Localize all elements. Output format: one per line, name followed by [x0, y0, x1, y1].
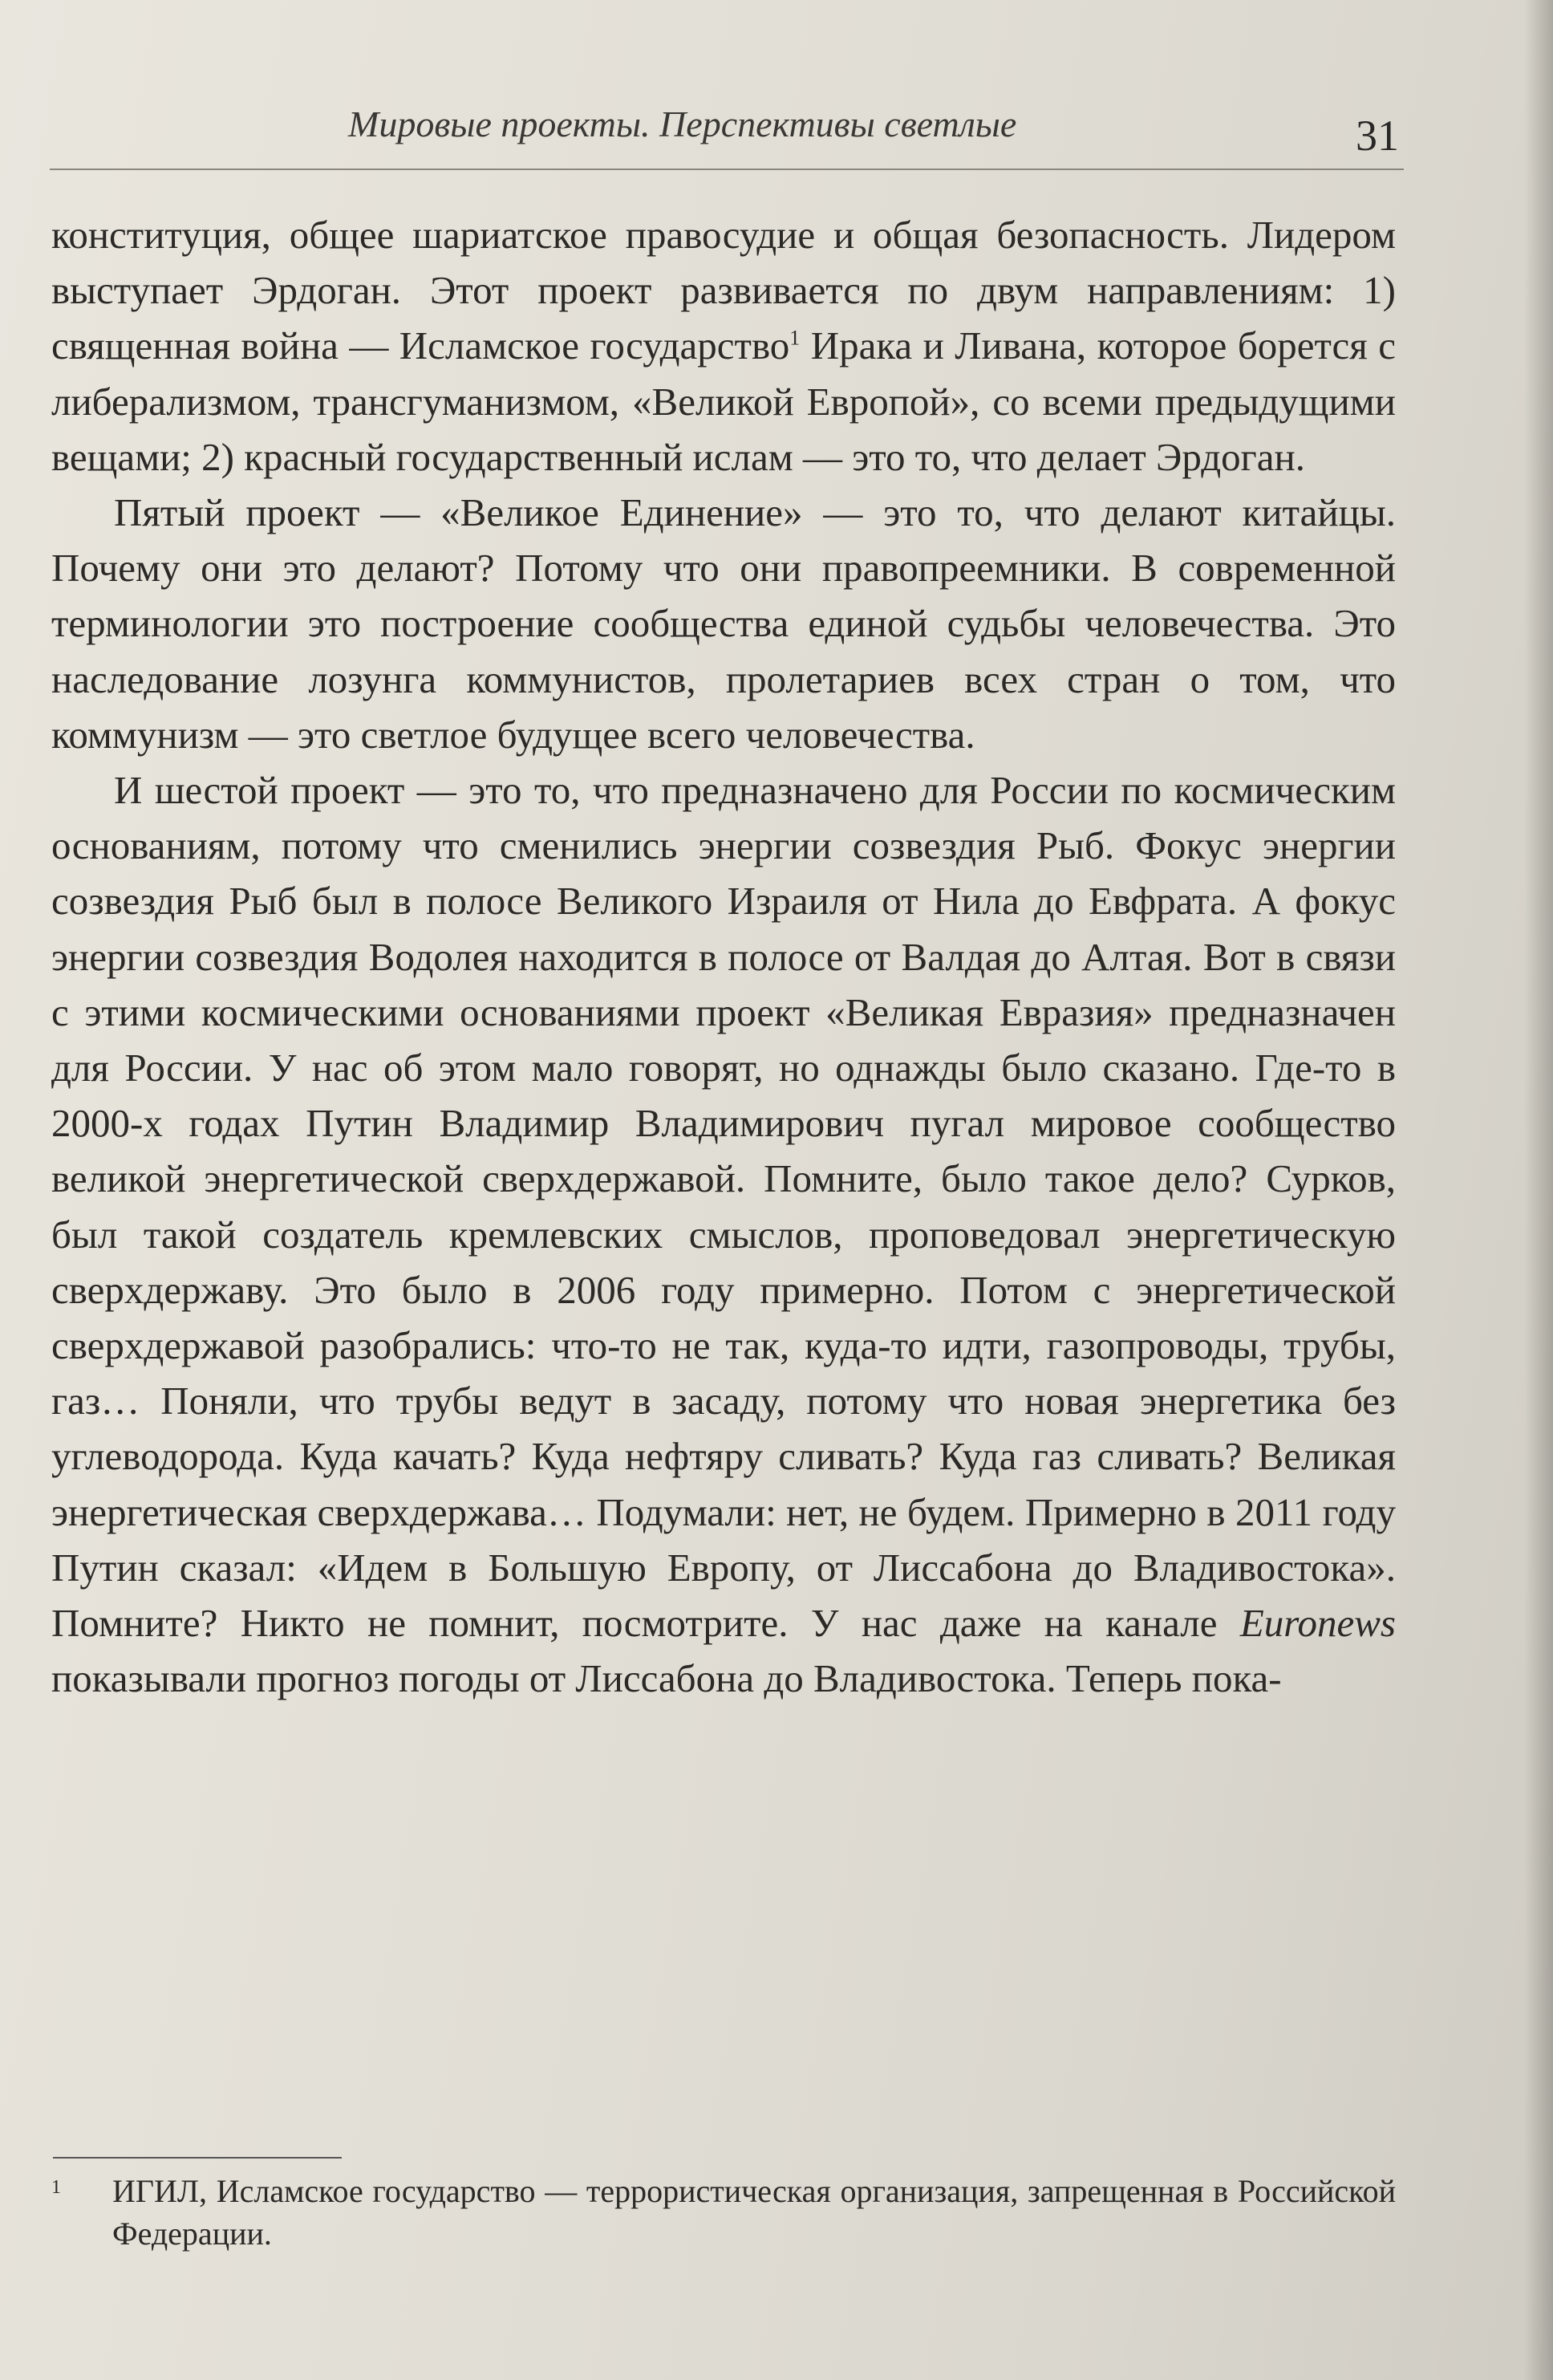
footnote-number: 1 — [51, 2177, 61, 2198]
page-header — [50, 90, 1404, 170]
paragraph-3-text: И шестой проект — это то, что предназначено для России по космическим основаниям, потому что сменились энергии созвездия Рыб. Фокус энергии созвездия Рыб был в полосе Великого Израиля от Нила до Евфрата. А фокус энергии созвездия Водолея находится в полосе от Валдая до Алтая. Вот в связи с этими космическими основаниями проект «Великая Евразия» предназначен для России. У нас об этом мало говорят, но однажды было сказано. Где-то в 2000-х годах Путин Владимир Владимирович пугал мировое сообщество великой энергетической сверхдержавой. Помните, было такое дело? Сурков, был такой создатель кремлевских смыслов, проповедовал энергетическую сверхдержаву. Это было в 2006 году примерно. Потом с энергетической сверхдержавой разобрались: что-то не так, куда-то идти, газопроводы, трубы, газ… Поняли, что трубы ведут в засаду, потому что новая энергетика без углеводорода. Куда качать? Куда нефтяру сливать? Куда газ сливать? Великая энергетическая сверхдержава… Подумали: нет, не будем. Примерно в 2011 году Путин сказал: «Идем в Большую Европу, от Лиссабона до Владивостока». Помните? Никто не помнит, посмотрите. У нас даже на канале — [51, 768, 1396, 1646]
running-title: Мировые проекты. Перспективы светлые — [348, 104, 1017, 144]
footnote-rule — [53, 2157, 342, 2159]
footnote-text: ИГИЛ, Исламское государство — террористическая организация, запрещенная в Российской Федерации. — [112, 2173, 1396, 2252]
paragraph-3 — [51, 762, 1396, 1706]
body-text — [51, 207, 1396, 1706]
paragraph-1-text: конституция, общее шариатское правосудие и общая безопасность. Лидером выступает Эрдоган. Этот проект развивается по двум направлениям: 1) священная война — Исламское государство — [51, 213, 1396, 368]
page-number: 31 — [1356, 112, 1399, 160]
footnote-reference: 1 — [789, 327, 801, 351]
page-edge-shadow — [1524, 0, 1553, 2380]
paragraph-2: Пятый проект — «Великое Единение» — это то, что делают китайцы. Почему они это делают? Потому что они правопреемники. В современной терминологии это построение сообщества единой судьбы человечества. Это наследование лозунга коммунистов, пролетариев всех стран о том, что коммунизм — это светлое будущее всего человечества. — [51, 490, 1396, 757]
footnote — [51, 2170, 1396, 2255]
paragraph-1 — [51, 207, 1396, 485]
paragraph-1-text-continued: Ирака и Ливана, которое борется с либерализмом, трансгуманизмом, «Великой Европой», со всеми предыдущими вещами; 2) красный государственный ислам — это то, что делает Эрдоган. — [51, 323, 1396, 479]
paragraph-3-text-continued: показывали прогноз погоды от Лиссабона до Владивостока. Теперь пока- — [51, 1656, 1282, 1701]
euronews-italic: Euronews — [1239, 1601, 1396, 1646]
